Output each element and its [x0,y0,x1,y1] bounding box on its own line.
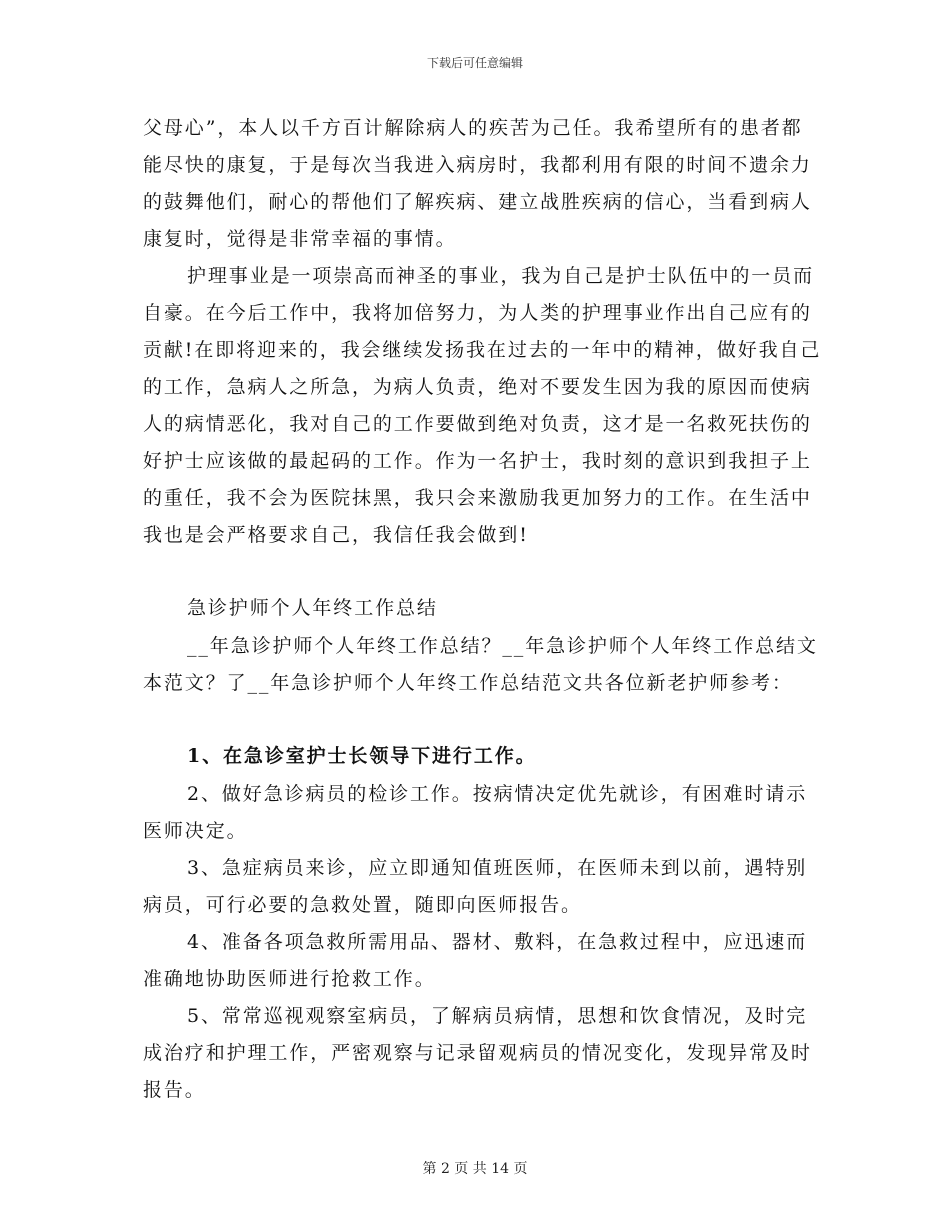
paragraph-summary-intro: __年急诊护师个人年终工作总结？__年急诊护师个人年终工作总结文本范文？了__年急诊护师个人年终工作总结范文共各位新老护师参考： [143,635,818,694]
list-item-2: 2、做好急诊病员的检诊工作。按病情决定优先就诊，有困难时请示医师决定。 [143,783,808,842]
section-title: 急诊护师个人年终工作总结 [187,597,438,619]
list-item-5: 5、常常巡视观察室病员，了解病员病情，思想和饮食情况，及时完成治疗和护理工作，严密观察与记录留观病员的情况变化，发现异常及时报告。 [143,1005,812,1101]
list-item-3: 3、急症病员来诊，应立即通知值班医师，在医师未到以前，遇特别病员，可行必要的急救处置，随即向医师报告。 [143,857,808,916]
paragraph-intro-continued: 父母心”，本人以千方百计解除病人的疾苦为己任。我希望所有的患者都能尽快的康复，于是每次当我进入病房时，我都利用有限的时间不遗余力的鼓舞他们，耐心的帮他们了解疾病、建立战胜疾病的信心，当看到病人康复时，觉得是非常幸福的事情。 [143,117,812,250]
list-item-1: 1、在急诊室护士长领导下进行工作。 [187,745,537,767]
list-item-4: 4、准备各项急救所需用品、器材、敷料，在急救过程中，应迅速而准确地协助医师进行抢救工作。 [143,931,808,990]
paragraph-nursing-career: 护理事业是一项崇高而神圣的事业，我为自己是护士队伍中的一员而自豪。在今后工作中，我将加倍努力，为人类的护理事业作出自己应有的贡献!在即将迎来的，我会继续发扬我在过去的一年中的精神，做好我自己的工作，急病人之所急，为病人负责，绝对不要发生因为我的原因而使病人的病情恶化，我对自己的工作要做到绝对负责，这才是一名救死扶伤的好护士应该做的最起码的工作。作为一名护士，我时刻的意识到我担子上的重任，我不会为医院抹黑，我只会来激励我更加努力的工作。在生活中我也是会严格要求自己，我信任我会做到! [143,265,822,546]
page-footer: 第 2 页 共 14 页 [422,1161,528,1177]
page-header: 下载后可任意编辑 [426,56,523,70]
